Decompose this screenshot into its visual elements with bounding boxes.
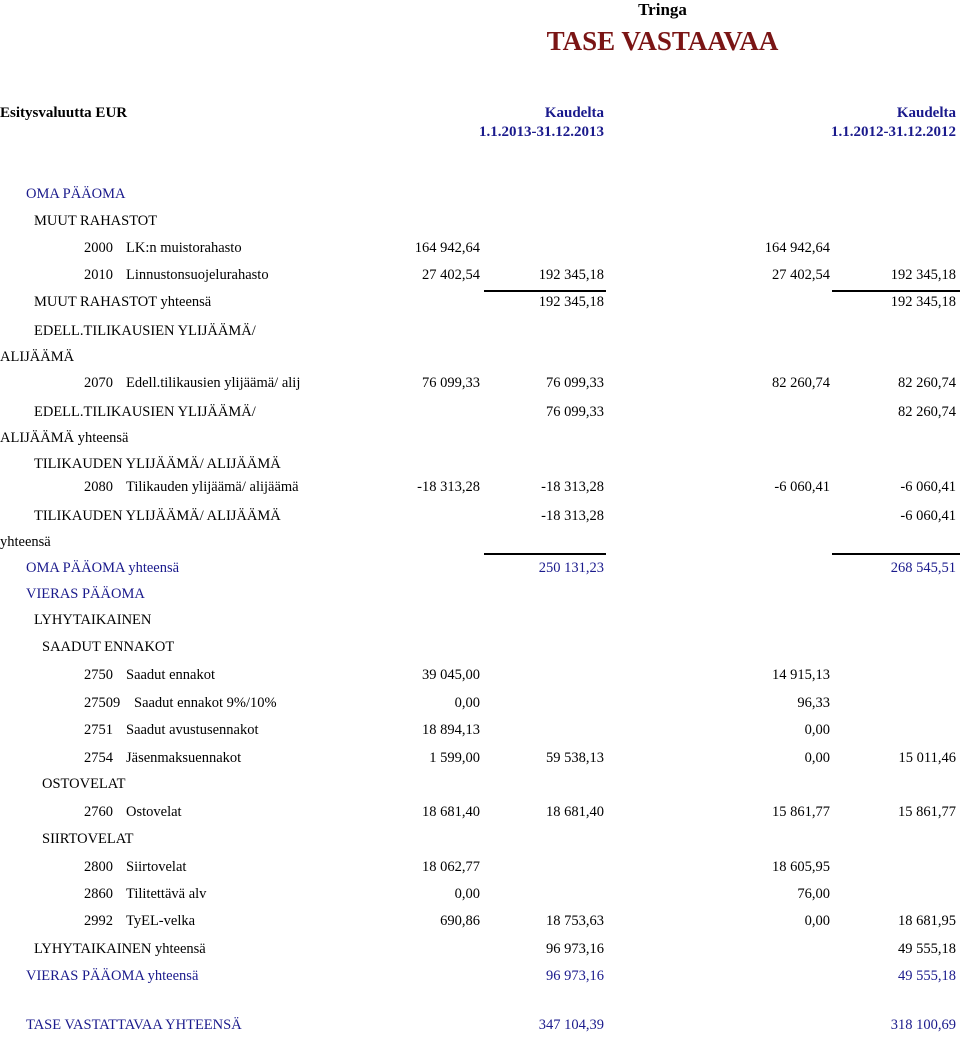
row-label: LYHYTAIKAINEN yhteensä bbox=[34, 941, 206, 957]
company-name: Tringa bbox=[638, 0, 687, 19]
section-row bbox=[0, 826, 960, 853]
amount-c4: 15 011,46 bbox=[898, 750, 956, 766]
row-label: TILIKAUDEN YLIJÄÄMÄ/ ALIJÄÄMÄ bbox=[34, 456, 281, 472]
account-number: 2800 bbox=[84, 859, 113, 875]
amount-c4: 268 545,51 bbox=[890, 560, 956, 576]
amount-c2: -18 313,28 bbox=[541, 508, 604, 524]
account-number: 2992 bbox=[84, 913, 113, 929]
table-row bbox=[0, 881, 960, 908]
amount-c4: 49 555,18 bbox=[898, 968, 956, 984]
amount-c2: 59 538,13 bbox=[546, 750, 604, 766]
amount-c2: 18 681,40 bbox=[546, 804, 604, 820]
amount-c4: 82 260,74 bbox=[898, 404, 956, 420]
row-label: VIERAS PÄÄOMA yhteensä bbox=[26, 968, 199, 984]
amount-c2: 76 099,33 bbox=[546, 404, 604, 420]
row-label: OSTOVELAT bbox=[42, 776, 126, 792]
table-row bbox=[0, 799, 960, 826]
amount-c4: 15 861,77 bbox=[898, 804, 956, 820]
table-row bbox=[0, 745, 960, 772]
section-row bbox=[0, 607, 960, 634]
row-label: OMA PÄÄOMA bbox=[26, 186, 126, 202]
account-number: 2000 bbox=[84, 240, 113, 256]
amount-c2: 18 753,63 bbox=[546, 913, 604, 929]
row-label: Tilitettävä alv bbox=[126, 886, 207, 902]
amount-c1: 39 045,00 bbox=[422, 667, 480, 683]
amount-c3: 76,00 bbox=[797, 886, 830, 902]
section-row bbox=[0, 503, 960, 550]
amount-c1: 164 942,64 bbox=[414, 240, 480, 256]
amount-c3: 14 915,13 bbox=[772, 667, 830, 683]
subtotal-rule bbox=[832, 553, 960, 555]
row-label: TyEL-velka bbox=[126, 913, 196, 929]
table-row bbox=[0, 370, 960, 397]
amount-c1: 1 599,00 bbox=[429, 750, 480, 766]
amount-c2: 192 345,18 bbox=[538, 294, 604, 310]
account-number: 2754 bbox=[84, 750, 113, 766]
amount-c1: 27 402,54 bbox=[422, 267, 480, 283]
amount-c3: 82 260,74 bbox=[772, 375, 830, 391]
amount-c1: 76 099,33 bbox=[422, 375, 480, 391]
row-label: Saadut avustusennakot bbox=[126, 722, 259, 738]
account-number: 2080 bbox=[84, 479, 113, 495]
page-title: TASE VASTAAVAA bbox=[546, 26, 779, 56]
amount-c3: 0,00 bbox=[804, 913, 830, 929]
period-header-2013 bbox=[479, 104, 604, 142]
row-label: LYHYTAIKAINEN bbox=[34, 612, 152, 628]
period-header-2012 bbox=[831, 104, 956, 142]
table-row bbox=[0, 662, 960, 689]
amount-c2: 347 104,39 bbox=[538, 1017, 604, 1033]
amount-c4: 49 555,18 bbox=[898, 941, 956, 957]
row-label: EDELL.TILIKAUSIEN YLIJÄÄMÄ/ ALIJÄÄMÄ yhteensä bbox=[0, 404, 256, 446]
amount-c2: 96 973,16 bbox=[546, 941, 604, 957]
account-number: 2751 bbox=[84, 722, 113, 738]
account-number: 2750 bbox=[84, 667, 113, 683]
amount-c2: 192 345,18 bbox=[538, 267, 604, 283]
amount-c3: 15 861,77 bbox=[772, 804, 830, 820]
amount-c2: 250 131,23 bbox=[538, 560, 604, 576]
period-label: Kaudelta bbox=[896, 105, 956, 121]
row-label: LK:n muistorahasto bbox=[126, 240, 242, 256]
row-label: SAADUT ENNAKOT bbox=[42, 639, 175, 655]
amount-c2: 76 099,33 bbox=[546, 375, 604, 391]
table-row bbox=[0, 908, 960, 935]
row-label: SIIRTOVELAT bbox=[42, 831, 134, 847]
section-row bbox=[0, 399, 960, 446]
amount-c4: -6 060,41 bbox=[900, 508, 956, 524]
amount-c1: 18 894,13 bbox=[422, 722, 480, 738]
row-label: Siirtovelat bbox=[126, 859, 187, 875]
row-label: Edell.tilikausien ylijäämä/ alij bbox=[126, 375, 301, 391]
period-range: 1.1.2012-31.12.2012 bbox=[831, 124, 956, 140]
amount-c1: 690,86 bbox=[440, 913, 480, 929]
amount-c1: -18 313,28 bbox=[417, 479, 480, 495]
amount-c2: 96 973,16 bbox=[546, 968, 604, 984]
subtotal-rule bbox=[832, 290, 960, 292]
row-label: Tilikauden ylijäämä/ alijäämä bbox=[126, 479, 299, 495]
account-number: 2010 bbox=[84, 267, 113, 283]
row-label: TILIKAUDEN YLIJÄÄMÄ/ ALIJÄÄMÄ yhteensä bbox=[0, 508, 281, 550]
section-row bbox=[0, 208, 960, 235]
row-label: OMA PÄÄOMA yhteensä bbox=[26, 560, 180, 576]
row-label: MUUT RAHASTOT bbox=[34, 213, 158, 229]
row-label: MUUT RAHASTOT yhteensä bbox=[34, 294, 212, 310]
amount-c4: -6 060,41 bbox=[900, 479, 956, 495]
table-row bbox=[0, 474, 960, 501]
account-number: 27509 bbox=[84, 695, 121, 711]
table-row bbox=[0, 854, 960, 881]
subtotal-rule bbox=[484, 553, 606, 555]
table-row bbox=[0, 717, 960, 744]
table-row bbox=[0, 235, 960, 262]
amount-c3: -6 060,41 bbox=[774, 479, 830, 495]
section-row bbox=[0, 771, 960, 798]
amount-c3: 164 942,64 bbox=[764, 240, 830, 256]
amount-c4: 192 345,18 bbox=[890, 267, 956, 283]
amount-c1: 0,00 bbox=[454, 695, 480, 711]
row-label: Jäsenmaksuennakot bbox=[126, 750, 242, 766]
amount-c2: -18 313,28 bbox=[541, 479, 604, 495]
period-label: Kaudelta bbox=[544, 105, 604, 121]
row-label: Ostovelat bbox=[126, 804, 182, 820]
amount-c1: 0,00 bbox=[454, 886, 480, 902]
amount-c4: 18 681,95 bbox=[898, 913, 956, 929]
section-row bbox=[0, 555, 960, 582]
period-range: 1.1.2013-31.12.2013 bbox=[479, 124, 604, 140]
amount-c3: 0,00 bbox=[804, 750, 830, 766]
amount-c3: 27 402,54 bbox=[772, 267, 830, 283]
row-label: Saadut ennakot bbox=[126, 667, 215, 683]
account-number: 2860 bbox=[84, 886, 113, 902]
account-number: 2070 bbox=[84, 375, 113, 391]
row-label: EDELL.TILIKAUSIEN YLIJÄÄMÄ/ ALIJÄÄMÄ bbox=[0, 323, 256, 365]
row-label: VIERAS PÄÄOMA bbox=[26, 586, 145, 602]
amount-c3: 96,33 bbox=[797, 695, 830, 711]
amount-c3: 18 605,95 bbox=[772, 859, 830, 875]
section-row bbox=[0, 1012, 960, 1039]
row-label: TASE VASTATTAVAA YHTEENSÄ bbox=[26, 1017, 242, 1033]
section-row bbox=[0, 963, 960, 990]
amount-c4: 82 260,74 bbox=[898, 375, 956, 391]
currency-label: Esitysvaluutta EUR bbox=[0, 105, 128, 121]
section-row bbox=[0, 634, 960, 661]
section-row bbox=[0, 936, 960, 963]
section-row bbox=[0, 181, 960, 208]
section-row bbox=[0, 581, 960, 608]
account-number: 2760 bbox=[84, 804, 113, 820]
subtotal-rule bbox=[484, 290, 606, 292]
row-label: Saadut ennakot 9%/10% bbox=[134, 695, 277, 711]
section-row bbox=[0, 318, 960, 365]
amount-c3: 0,00 bbox=[804, 722, 830, 738]
row-label: Linnustonsuojelurahasto bbox=[126, 267, 269, 283]
amount-c1: 18 681,40 bbox=[422, 804, 480, 820]
amount-c4: 318 100,69 bbox=[890, 1017, 956, 1033]
amount-c4: 192 345,18 bbox=[890, 294, 956, 310]
amount-c1: 18 062,77 bbox=[422, 859, 480, 875]
table-row bbox=[0, 690, 960, 717]
section-row bbox=[0, 289, 960, 316]
table-row bbox=[0, 262, 960, 289]
